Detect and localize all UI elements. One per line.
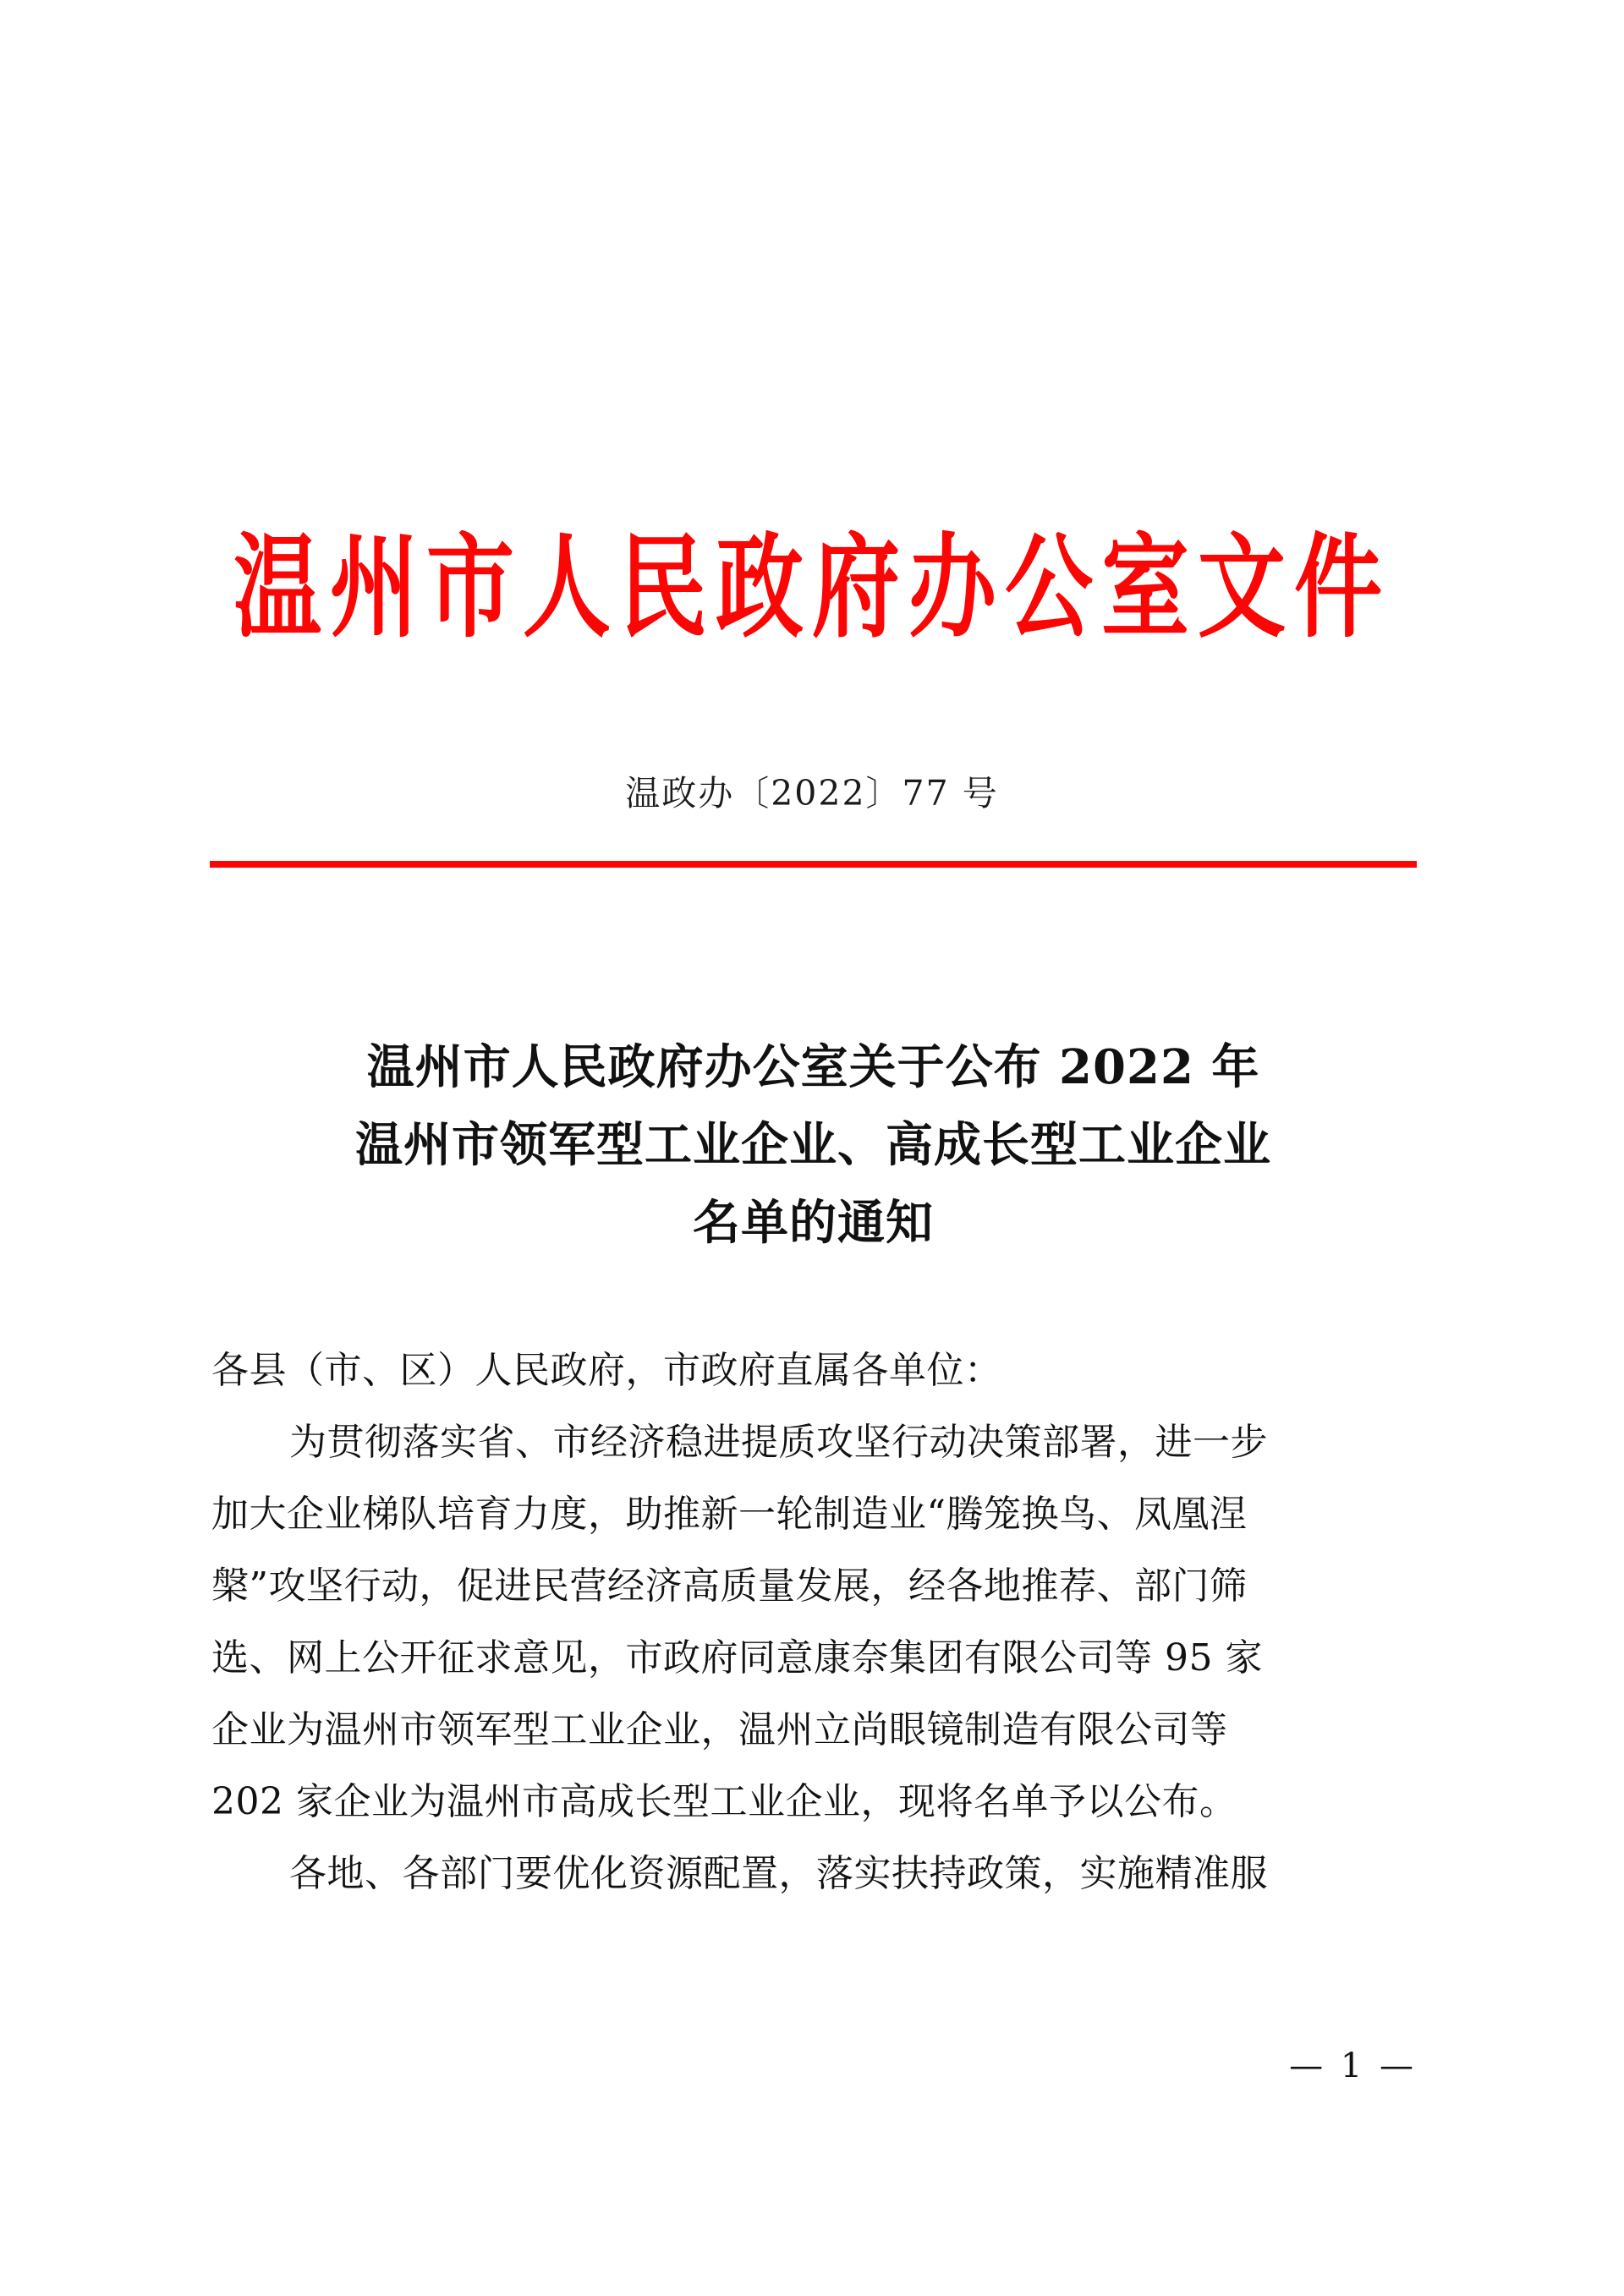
document-serial-number: 温政办〔2022〕77 号: [625, 773, 999, 814]
page-number: — 1 —: [1289, 2047, 1417, 2085]
document-serial-number-row: [0, 765, 1624, 815]
body-paragraph-1-line-3: 槃”攻坚行动，促进民营经济高质量发展，经各地推荐、部门筛: [211, 1564, 1248, 1608]
document-title-line-3: 名单的通知: [693, 1195, 934, 1251]
body-paragraph-1-line-6: 202 家企业为温州市高成长型工业企业，现将名单予以公布。: [211, 1780, 1237, 1823]
document-title: [210, 1028, 1417, 1262]
masthead-title: 温州市人民政府办公室文件: [233, 520, 1391, 654]
masthead: [0, 520, 1624, 654]
body-paragraph-1-line-1: 为贯彻落实省、市经济稳进提质攻坚行动决策部署，进一步: [289, 1421, 1268, 1464]
page-footer: [210, 2047, 1417, 2085]
red-separator-rule: [210, 861, 1417, 868]
body-paragraph-1-line-2: 加大企业梯队培育力度，助推新一轮制造业“腾笼换鸟、凤凰涅: [211, 1493, 1248, 1536]
document-title-line-1: 温州市人民政府办公室关于公布 2022 年: [366, 1039, 1260, 1095]
body-paragraph-2-line-1: 各地、各部门要优化资源配置，落实扶持政策，实施精准服: [289, 1852, 1268, 1895]
document-title-line-2: 温州市领军型工业企业、高成长型工业企业: [355, 1117, 1271, 1173]
document-body: [211, 1334, 1417, 1910]
body-paragraph-1-line-5: 企业为温州市领军型工业企业，温州立尚眼镜制造有限公司等: [211, 1708, 1228, 1751]
body-paragraph-1-line-4: 选、网上公开征求意见，市政府同意康奈集团有限公司等 95 家: [211, 1636, 1263, 1680]
salutation-line: 各县（市、区）人民政府，市政府直属各单位：: [211, 1349, 1002, 1392]
